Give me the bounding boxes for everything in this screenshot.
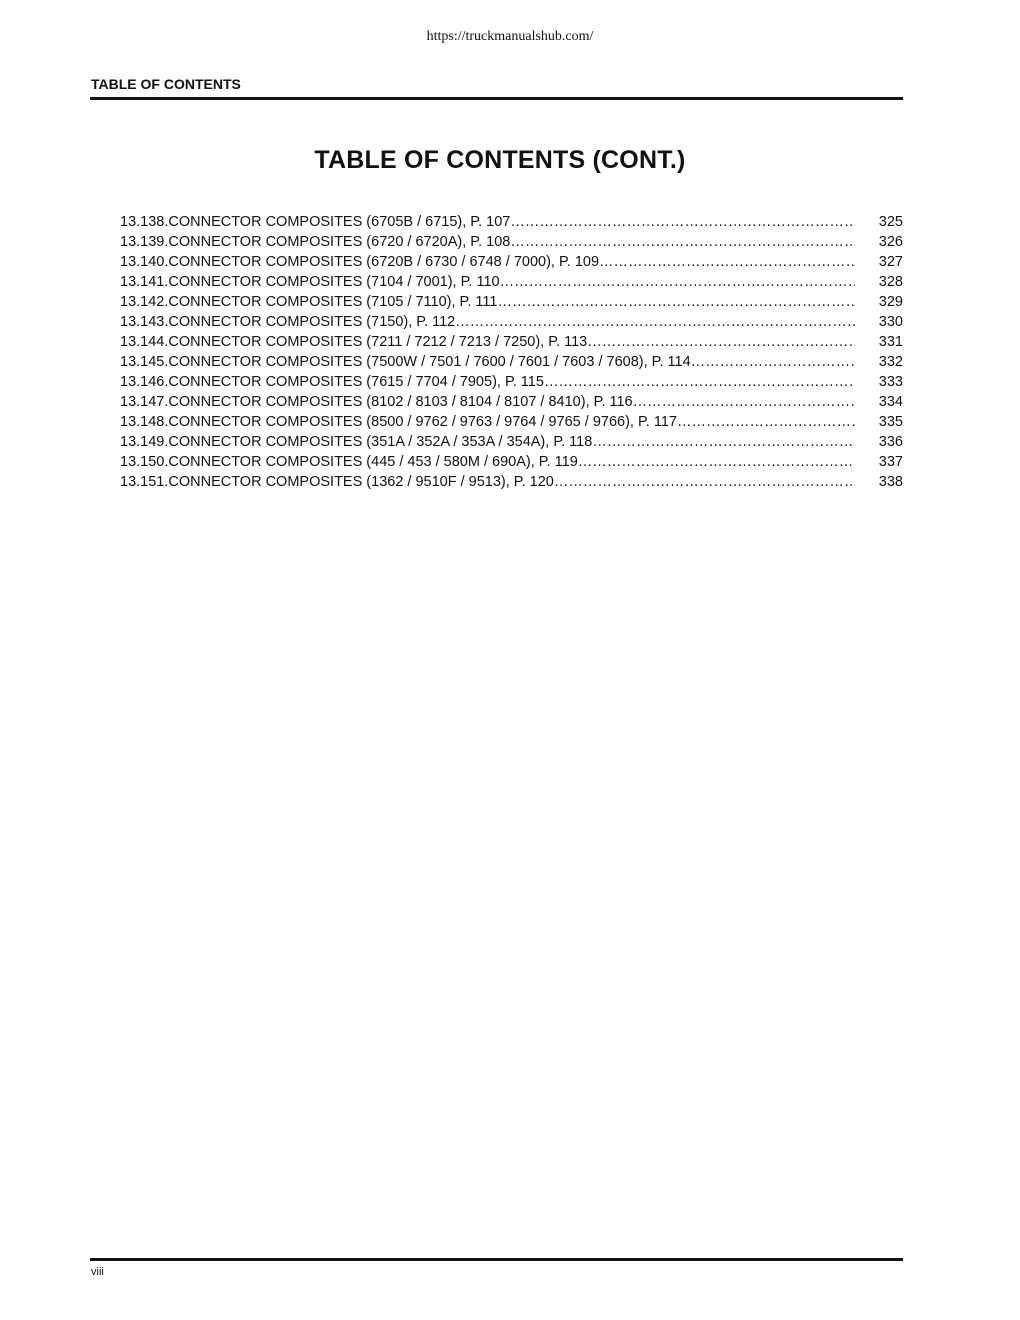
toc-entry[interactable] <box>120 352 903 372</box>
toc-entry[interactable] <box>120 232 903 252</box>
toc-entry-label: 13.147.CONNECTOR COMPOSITES (8102 / 8103 / 8104 / 8107 / 8410), P. 116 <box>120 394 633 410</box>
toc-entry[interactable] <box>120 292 903 312</box>
footer-rule <box>90 1258 903 1261</box>
toc-entry-label: 13.150.CONNECTOR COMPOSITES (445 / 453 / 580M / 690A), P. 119 <box>120 454 578 470</box>
source-url[interactable]: https://truckmanualshub.com/ <box>426 29 594 44</box>
toc-dot-leader <box>677 412 855 432</box>
toc-entry-page: 326 <box>878 234 903 250</box>
toc-entry-page: 329 <box>878 294 903 310</box>
toc-entry-page: 333 <box>878 374 903 390</box>
toc-entry-label: 13.148.CONNECTOR COMPOSITES (8500 / 9762 / 9763 / 9764 / 9765 / 9766), P. 117 <box>120 414 677 430</box>
toc-entry-label: 13.144.CONNECTOR COMPOSITES (7211 / 7212 / 7213 / 7250), P. 113 <box>120 334 588 350</box>
toc-dot-leader <box>599 252 855 272</box>
toc-dot-leader <box>578 452 855 472</box>
toc-entry[interactable] <box>120 332 903 352</box>
toc-entry-label: 13.139.CONNECTOR COMPOSITES (6720 / 6720A), P. 108 <box>120 234 511 250</box>
toc-entry-page: 325 <box>878 214 903 230</box>
toc-entry[interactable] <box>120 372 903 392</box>
toc-entry-label: 13.145.CONNECTOR COMPOSITES (7500W / 7501 / 7600 / 7601 / 7603 / 7608), P. 114 <box>120 354 691 370</box>
toc-entry-label: 13.146.CONNECTOR COMPOSITES (7615 / 7704 / 7905), P. 115 <box>120 374 544 390</box>
toc-entry[interactable] <box>120 392 903 412</box>
header-rule <box>90 97 903 100</box>
toc-entry-page: 328 <box>878 274 903 290</box>
toc-entry-label: 13.149.CONNECTOR COMPOSITES (351A / 352A / 353A / 354A), P. 118 <box>120 434 593 450</box>
toc-entry-label: 13.142.CONNECTOR COMPOSITES (7105 / 7110), P. 111 <box>120 294 498 310</box>
running-header: TABLE OF CONTENTS <box>91 76 241 92</box>
toc-entry[interactable] <box>120 252 903 272</box>
toc-dot-leader <box>510 212 855 232</box>
toc-entry[interactable] <box>120 452 903 472</box>
toc-entry[interactable] <box>120 472 903 492</box>
toc-dot-leader <box>497 292 855 312</box>
toc-dot-leader <box>544 372 855 392</box>
toc-entry[interactable] <box>120 272 903 292</box>
toc-entry-page: 327 <box>878 254 903 270</box>
toc-entry-page: 334 <box>878 394 903 410</box>
page-number: viii <box>91 1266 104 1278</box>
toc-dot-leader <box>500 272 855 292</box>
toc-entry-label: 13.140.CONNECTOR COMPOSITES (6720B / 6730 / 6748 / 7000), P. 109 <box>120 254 600 270</box>
toc-entry-page: 330 <box>878 314 903 330</box>
toc-entry-page: 335 <box>878 414 903 430</box>
toc-dot-leader <box>633 392 855 412</box>
toc-entry-label: 13.138.CONNECTOR COMPOSITES (6705B / 6715), P. 107 <box>120 214 511 230</box>
toc-dot-leader <box>587 332 855 352</box>
toc-entry-label: 13.151.CONNECTOR COMPOSITES (1362 / 9510F / 9513), P. 120 <box>120 474 554 490</box>
toc-dot-leader <box>592 432 855 452</box>
toc-entry-label: 13.143.CONNECTOR COMPOSITES (7150), P. 112 <box>120 314 456 330</box>
toc-dot-leader <box>691 352 855 372</box>
toc-dot-leader <box>510 232 855 252</box>
toc-entry-page: 331 <box>878 334 903 350</box>
toc-entry[interactable] <box>120 212 903 232</box>
page-title: TABLE OF CONTENTS (CONT.) <box>314 146 686 174</box>
toc-entry-page: 338 <box>878 474 903 490</box>
toc-entry-page: 336 <box>878 434 903 450</box>
toc-entry-label: 13.141.CONNECTOR COMPOSITES (7104 / 7001), P. 110 <box>120 274 500 290</box>
toc-entry[interactable] <box>120 412 903 432</box>
toc-entry[interactable] <box>120 432 903 452</box>
toc-dot-leader <box>554 472 855 492</box>
toc-dot-leader <box>455 312 855 332</box>
toc-entry-page: 332 <box>878 354 903 370</box>
toc-list <box>120 212 903 492</box>
toc-entry[interactable] <box>120 312 903 332</box>
toc-entry-page: 337 <box>878 454 903 470</box>
